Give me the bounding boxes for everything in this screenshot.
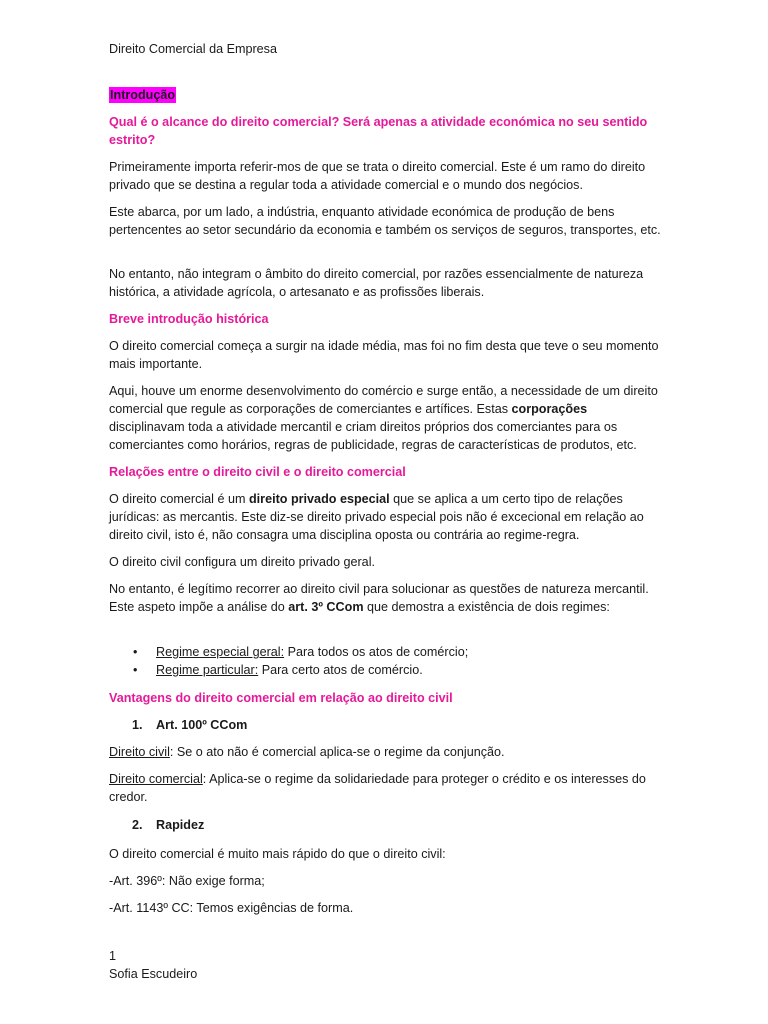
item-title: Art. 100º CCom bbox=[156, 718, 248, 732]
commercial-law-paragraph bbox=[109, 770, 661, 806]
paragraph-8-bold: art. 3º CCom bbox=[288, 600, 364, 614]
list-item-text: Para certo atos de comércio. bbox=[258, 663, 423, 677]
list-item-text: Para todos os atos de comércio; bbox=[284, 645, 469, 659]
paragraph-8 bbox=[109, 580, 661, 616]
paragraph-5-bold: corporações bbox=[511, 402, 588, 416]
commercial-law-text: : Aplica-se o regime da solidariedade para proteger o crédito e os interesses do credor. bbox=[109, 772, 646, 804]
paragraph-3: No entanto, não integram o âmbito do direito comercial, por razões essencialmente de natureza histórica, a atividade agrícola, o artesanato e as profissões liberais. bbox=[109, 267, 644, 299]
footer-author: Sofia Escudeiro bbox=[109, 967, 198, 981]
page-header: Direito Comercial da Empresa bbox=[109, 42, 277, 56]
list-item-label: Regime particular: bbox=[156, 663, 259, 677]
item-title: Rapidez bbox=[156, 818, 205, 832]
paragraph-6-bold: direito privado especial bbox=[248, 492, 390, 506]
paragraph-10: -Art. 396º: Não exige forma; bbox=[109, 874, 265, 888]
paragraph-2: Este abarca, por um lado, a indústria, enquanto atividade económica de produção de bens pertencentes ao setor secundário da economia e também os serviços de seguros, transportes, etc. bbox=[109, 205, 661, 237]
item-number: 2. bbox=[132, 818, 143, 832]
list-item-label: Regime especial geral: bbox=[156, 645, 285, 659]
heading-advantages: Vantagens do direito comercial em relação ao direito civil bbox=[109, 691, 453, 705]
paragraph-6 bbox=[109, 490, 661, 544]
paragraph-6-part-c: que se aplica a um certo tipo de relações jurídicas: as mercantis. Este diz-se direito privado especial pois não é excecional em relação ao direito civil, isto é, não consagra uma disciplina oposta ou contrária ao regime-regra. bbox=[109, 492, 644, 542]
item-number: 1. bbox=[132, 718, 143, 732]
paragraph-11: -Art. 1143º CC: Temos exigências de forma. bbox=[109, 901, 354, 915]
paragraph-7: O direito civil configura um direito privado geral. bbox=[109, 555, 375, 569]
paragraph-1: Primeiramente importa referir-mos de que se trata o direito comercial. Este é um ramo do direito privado que se destina a regular toda a atividade comercial e o mundo dos negócios. bbox=[109, 160, 646, 192]
paragraph-8-part-c: que demostra a existência de dois regimes: bbox=[363, 600, 610, 614]
paragraph-5-part-c: disciplinavam toda a atividade mercantil e criam direitos próprios dos comerciantes para os comerciantes como horários, regras de publicidade, regras de características de produtos, etc. bbox=[109, 420, 637, 452]
civil-law-label: Direito civil bbox=[109, 745, 170, 759]
commercial-law-label: Direito comercial bbox=[109, 772, 203, 786]
page-footer bbox=[109, 947, 197, 983]
civil-law-text: : Se o ato não é comercial aplica-se o regime da conjunção. bbox=[169, 745, 505, 759]
page-number: 1 bbox=[109, 949, 117, 963]
list-item bbox=[109, 643, 468, 661]
list-item bbox=[109, 661, 468, 679]
regimes-list bbox=[109, 643, 468, 679]
civil-law-paragraph bbox=[109, 743, 661, 761]
intro-question: Qual é o alcance do direito comercial? Será apenas a atividade económica no seu sentido estrito? bbox=[109, 115, 648, 147]
paragraph-6-part-a: O direito comercial é um bbox=[109, 492, 249, 506]
heading-relations: Relações entre o direito civil e o direito comercial bbox=[109, 465, 406, 479]
section-intro-heading bbox=[109, 86, 661, 104]
paragraph-8-part-a: No entanto, é legítimo recorrer ao direito civil para solucionar as questões de natureza mercantil. Este aspeto impõe a análise do bbox=[109, 582, 649, 614]
heading-historical: Breve introdução histórica bbox=[109, 312, 269, 326]
paragraph-9: O direito comercial é muito mais rápido do que o direito civil: bbox=[109, 847, 446, 861]
paragraph-5-part-a: Aqui, houve um enorme desenvolvimento do comércio e surge então, a necessidade de um direito comercial que regule as corporações de comerciantes e artífices. Estas bbox=[109, 384, 658, 416]
highlighted-heading: Introdução bbox=[110, 88, 176, 102]
paragraph-5 bbox=[109, 382, 661, 454]
paragraph-4: O direito comercial começa a surgir na idade média, mas foi no fim desta que teve o seu momento mais importante. bbox=[109, 339, 659, 371]
